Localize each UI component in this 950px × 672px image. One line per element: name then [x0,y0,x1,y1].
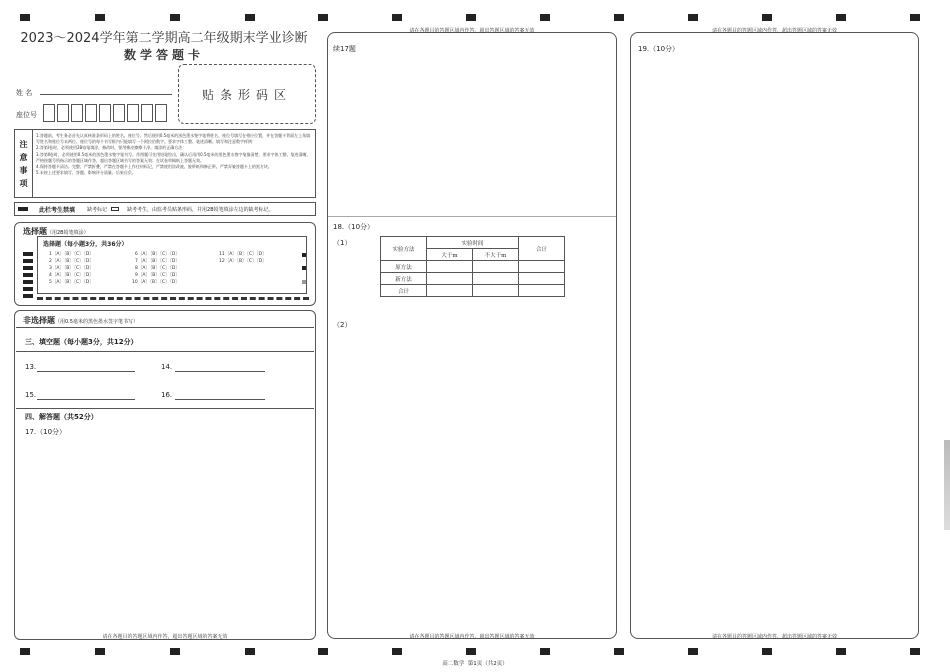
side-mark [23,266,33,270]
side-mark [23,273,33,277]
seat-box[interactable] [43,104,55,122]
nonchoice-section [14,310,316,640]
timing-mark [392,648,402,655]
seat-box[interactable] [85,104,97,122]
divider [328,216,616,217]
q18-answer-area[interactable] [332,332,612,630]
absent-label: 此栏考生禁填 [39,206,76,214]
experiment-table [380,236,565,297]
timing-mark [762,648,772,655]
table-row-label: 原方法 [381,261,427,273]
q15-answer-line[interactable] [37,399,135,400]
choice-item[interactable]: 2〔A〕〔B〕〔C〕〔D〕 [49,259,94,264]
choice-item[interactable]: 1〔A〕〔B〕〔C〕〔D〕 [49,252,94,257]
barcode-area[interactable]: 贴条形码区 [178,64,316,124]
timing-mark [170,14,180,21]
choice-item[interactable]: 8〔A〕〔B〕〔C〕〔D〕 [135,266,180,271]
timing-mark [688,648,698,655]
choice-item[interactable]: 11〔A〕〔B〕〔C〕〔D〕 [219,252,267,257]
seat-box[interactable] [57,104,69,122]
choice-item[interactable]: 6〔A〕〔B〕〔C〕〔D〕 [135,252,180,257]
name-field[interactable] [40,94,172,95]
notice-title: 注 意 事 项 [15,130,33,197]
timing-mark [466,648,476,655]
solve-title: 四、解答题（共52分） [25,413,98,421]
table-cell[interactable] [519,273,565,285]
table-cell[interactable] [519,285,565,297]
absent-checkbox[interactable] [111,207,119,211]
choice-item[interactable]: 12〔A〕〔B〕〔C〕〔D〕 [219,259,267,264]
side-mark [302,280,306,284]
timing-mark [836,14,846,21]
timing-mark [170,648,180,655]
table-row-label: 合计 [381,285,427,297]
side-mark [23,287,33,291]
cont17-answer-area[interactable] [332,56,612,214]
q16-answer-line[interactable] [175,399,265,400]
timing-mark [614,648,624,655]
timing-mark [836,648,846,655]
seat-box[interactable] [113,104,125,122]
side-mark [23,259,33,263]
choice-subtitle: 选择题（每小题3分，共36分） [43,241,128,248]
timing-mark [318,14,328,21]
seat-box[interactable] [71,104,83,122]
warning-text: 请在各题目的答题区域内作答，超出答题区域的答案无效 [711,634,837,640]
choice-item[interactable]: 3〔A〕〔B〕〔C〕〔D〕 [49,266,94,271]
timing-mark [20,648,30,655]
q14-answer-line[interactable] [175,371,265,372]
nonchoice-title: 非选择题 [23,316,55,325]
notice-text: 1.答题前，考生务必首先认真核准条形码上的姓名、座位号，然后使用0.5毫米的黑色墨水签字笔将姓名、座位号填写在相应位置，并在答题卡背面左上角填写姓名和座位号末两位。座位号的每个书写框内只能填写一个阿拉伯数字。要求字体工整、笔迹清晰。填写和注意数字样例： 2.答第Ⅰ卷时，必须使用2B铅笔填涂，修改时，要用橡皮擦擦干净。填涂的正确方法： 3.答第Ⅱ卷时，必须使用0.5毫米的黑色墨水签字笔书写。作图题可先用铅笔绘出，确认后再用0.5毫米的黑色墨水签字笔描清楚，要求字体工整、笔迹清晰。严格按题号所指示的答题区域作答，超出答题区域书写的答案无效；在试卷草稿纸上答题无效。 4.保持答题卡清洁、完整，严禁折叠，严禁在答题卡上作任何标记，严禁使用涂改液、胶带纸和修正带。严禁弄皱答题卡上的黑方块。 5.未按上述要求填写、答题，影响评分质量，后果自负。 [36,133,311,176]
table-header-method: 实验方法 [381,237,427,261]
cont17-label: 续17题 [333,45,356,53]
divider [16,351,314,352]
side-mark [23,294,33,298]
table-cell[interactable] [519,261,565,273]
side-mark [23,252,33,256]
q13-answer-line[interactable] [37,371,135,372]
seat-box[interactable] [141,104,153,122]
card-title: 数学答题卡 [123,48,204,62]
timing-mark [466,14,476,21]
q14-label: 14. [161,363,173,371]
timing-mark [910,648,920,655]
choice-note: （用2B铅笔填涂） [47,230,89,236]
table-header-le: 不大于m [473,249,519,261]
q19-answer-area[interactable] [636,56,914,630]
timing-mark [762,14,772,21]
edge-mark [944,440,950,530]
timing-mark [245,648,255,655]
table-cell[interactable] [473,273,519,285]
q18-part1: （1） [333,239,352,247]
q18-label: 18.（10分） [333,223,375,231]
dash-row [37,297,309,300]
side-mark [302,253,306,257]
page-footer: 高二数学 第1页（共2页） [442,661,508,667]
nonchoice-note: （用0.5毫米的黑色墨水签字笔书写） [55,319,138,325]
table-cell[interactable] [427,273,473,285]
name-label: 姓 名 [16,89,33,97]
q18-part2: （2） [333,321,352,329]
q13-label: 13. [25,363,37,371]
timing-mark [95,648,105,655]
seat-box[interactable] [127,104,139,122]
seat-box[interactable] [155,104,167,122]
choice-item[interactable]: 9〔A〕〔B〕〔C〕〔D〕 [135,273,180,278]
absent-desc: 缺考考生，由监考员贴条形码，并用2B铅笔填涂左边的缺考标记。 [127,206,274,213]
side-mark [23,280,33,284]
timing-mark [318,648,328,655]
timing-mark [540,14,550,21]
absent-mark-label: 缺考标记 [87,206,108,213]
exam-title: 2023～2024学年第二学期高二年级期末学业诊断 [20,31,308,46]
timing-mark [614,14,624,21]
q19-label: 19.（10分） [638,45,680,53]
choice-item[interactable]: 10〔A〕〔B〕〔C〕〔D〕 [132,280,180,285]
absent-row [14,202,316,216]
timing-mark [95,14,105,21]
table-header-gt: 大于m [427,249,473,261]
q17-label: 17.（10分） [25,428,67,436]
table-cell[interactable] [473,261,519,273]
timing-mark [688,14,698,21]
timing-mark [20,14,30,21]
timing-mark [910,14,920,21]
timing-mark [540,648,550,655]
q17-answer-area[interactable] [21,439,309,631]
table-row-label: 新方法 [381,273,427,285]
choice-item[interactable]: 4〔A〕〔B〕〔C〕〔D〕 [49,273,94,278]
table-cell[interactable] [427,285,473,297]
table-header-time: 实验时间 [427,237,519,249]
timing-mark [245,14,255,21]
seat-box[interactable] [99,104,111,122]
choice-section [14,222,316,306]
choice-title: 选择题 [23,227,47,236]
warning-text: 请在各题目的答题区域内作答，超出答题区域的答案无效 [409,28,535,34]
q15-label: 15. [25,391,37,399]
warning-text: 请在各题目的答题区域内作答，超出答题区域的答案无效 [711,28,837,34]
divider [16,327,314,328]
notice-box [14,129,316,198]
table-header-total: 合计 [519,237,565,261]
fill-title: 三、填空题（每小题3分，共12分） [25,338,138,346]
side-mark [302,266,306,270]
warning-text: 请在各题目的答题区域内作答，超出答题区域的答案无效 [409,634,535,640]
timing-mark [392,14,402,21]
choice-item[interactable]: 5〔A〕〔B〕〔C〕〔D〕 [49,280,94,285]
seat-label: 座位号 [16,111,37,119]
table-cell[interactable] [473,285,519,297]
divider [16,408,314,409]
table-cell[interactable] [427,261,473,273]
choice-item[interactable]: 7〔A〕〔B〕〔C〕〔D〕 [135,259,180,264]
warning-text: 请在各题目的答题区域内作答，超出答题区域的答案无效 [102,634,228,640]
q16-label: 16. [161,391,173,399]
